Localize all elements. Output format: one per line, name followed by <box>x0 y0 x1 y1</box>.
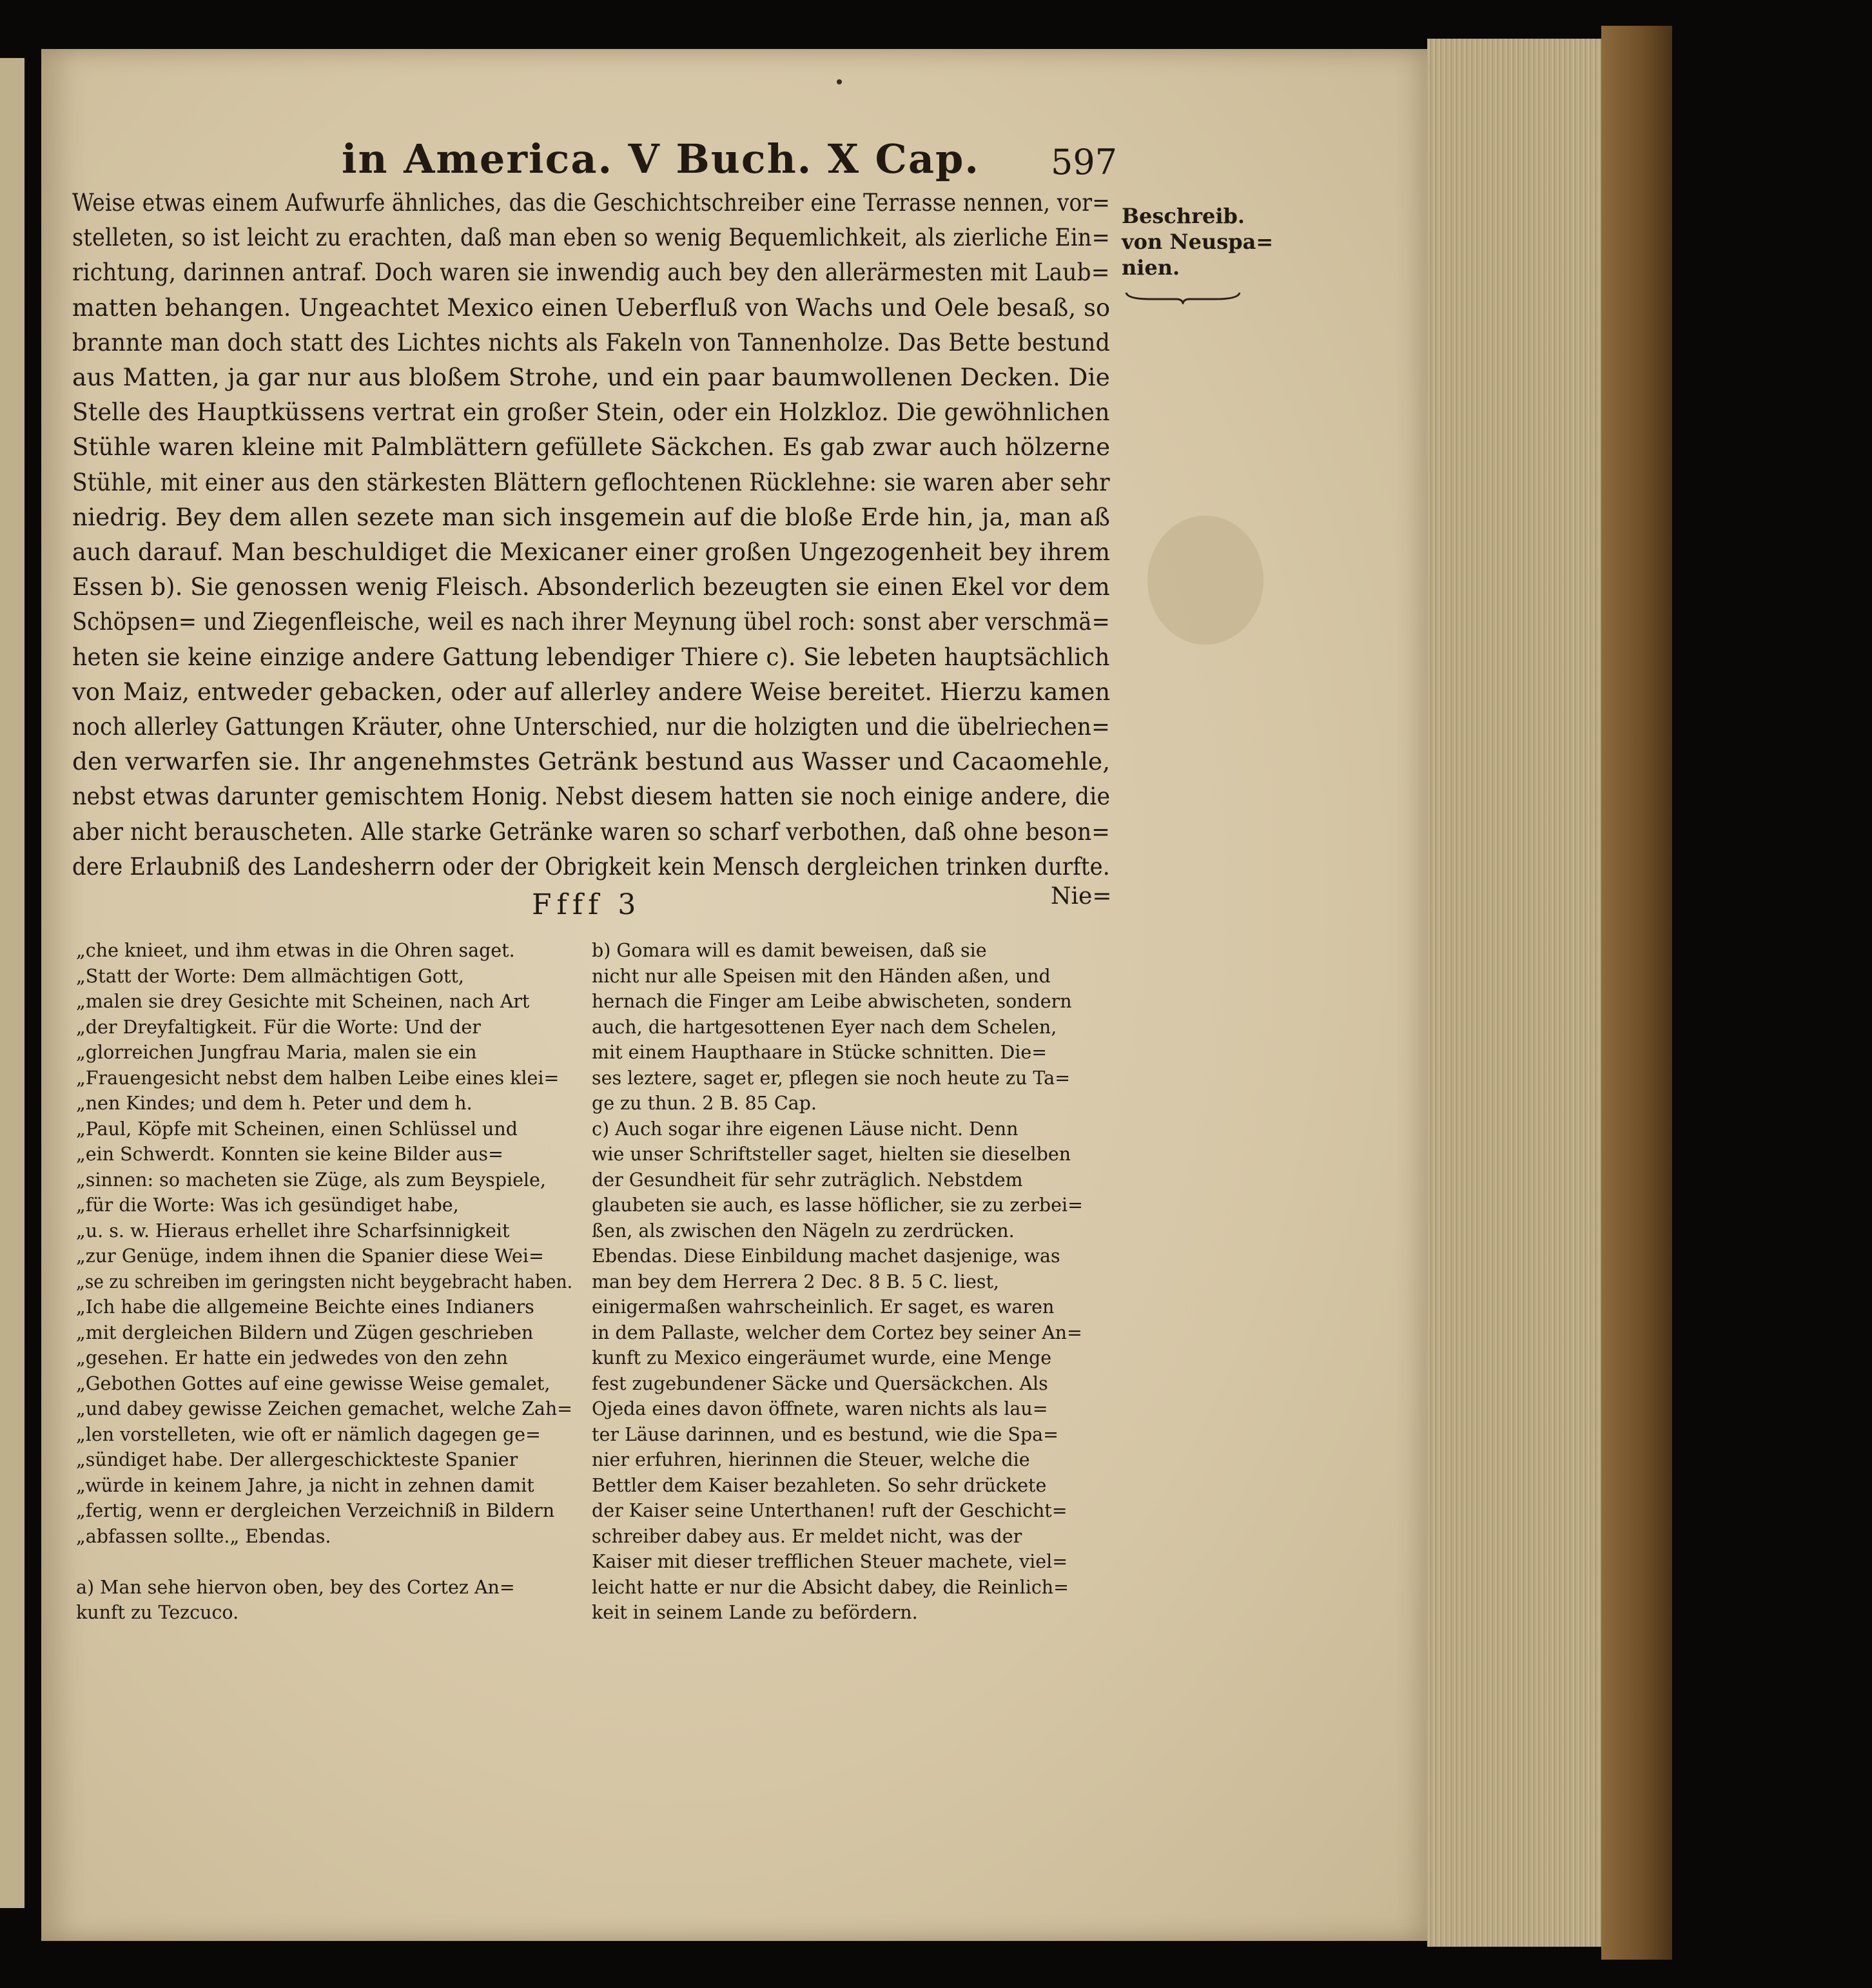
page-block-edge <box>1427 39 1601 1947</box>
body-line: auch darauf. Man beschuldiget die Mexicaner einer großen Ungezogenheit bey ihrem <box>72 538 1111 566</box>
body-line: brannte man doch statt des Lichtes nichts als Fakeln von Tannenholze. Das Bette bestund <box>72 327 1111 356</box>
footnote-line: ge zu thun. 2 B. 85 Cap. <box>592 1093 817 1114</box>
body-line: den verwarfen sie. Ihr angenehmstes Getränk bestund aus Wasser und Cacaomehle, <box>72 747 1111 776</box>
footnote-line: „u. s. w. Hieraus erhellet ihre Scharfsinnigkeit <box>76 1220 510 1242</box>
footnote-line: fest zugebundener Säcke und Quersäckchen. Als <box>592 1372 1048 1394</box>
margin-note <box>1122 203 1273 280</box>
footnote-line: b) Gomara will es damit beweisen, daß sie <box>592 940 987 961</box>
footnote-line: „Paul, Köpfe mit Scheinen, einen Schlüssel und <box>76 1118 518 1140</box>
body-line: Weise etwas einem Aufwurfe ähnliches, das die Geschichtschreiber eine Terrasse nennen, vor= <box>72 188 1110 217</box>
footnote-line: „gesehen. Er hatte ein jedwedes von den zehn <box>76 1347 508 1369</box>
footnote-line: ßen, als zwischen den Nägeln zu zerdrücken. <box>592 1220 1015 1242</box>
footnote-line: „würde in keinem Jahre, ja nicht in zehnen damit <box>76 1474 534 1496</box>
footnote-line: nicht nur alle Speisen mit den Händen aßen, und <box>592 965 1051 987</box>
footnote-line: „mit dergleichen Bildern und Zügen geschrieben <box>76 1321 534 1343</box>
body-line: richtung, darinnen antraf. Doch waren sie inwendig auch bey den allerärmesten mit Laub= <box>72 258 1110 287</box>
body-line: Essen b). Sie genossen wenig Fleisch. Absonderlich bezeugten sie einen Ekel vor dem <box>72 572 1110 601</box>
footnote-line: „Frauengesicht nebst dem halben Leibe eines klei= <box>76 1067 560 1089</box>
footnote-line: „sündiget habe. Der allergeschickteste Spanier <box>76 1449 518 1470</box>
footnote-line: „Ich habe die allgemeine Beichte eines Indianers <box>76 1296 534 1318</box>
footnote-line: der Kaiser seine Unterthanen! ruft der Geschicht= <box>592 1500 1068 1521</box>
footnote-line: schreiber dabey aus. Er meldet nicht, was der <box>592 1525 1022 1547</box>
margin-note-line: von Neuspa= <box>1122 229 1274 254</box>
footnote-line: „fertig, wenn er dergleichen Verzeichniß in Bildern <box>76 1500 555 1521</box>
footnote-line: „malen sie drey Gesichte mit Scheinen, nach Art <box>76 991 530 1012</box>
body-line: Stelle des Hauptküssens vertrat ein großer Stein, oder ein Holzkloz. Die gewöhnlichen <box>72 398 1110 427</box>
footnote-line: kunft zu Tezcuco. <box>76 1602 239 1623</box>
footnote-line: mit einem Haupthaare in Stücke schnitten. Die= <box>592 1042 1048 1063</box>
footnote-line: der Gesundheit für sehr zuträglich. Nebstdem <box>592 1169 1023 1191</box>
footnote-line: ses leztere, saget er, pflegen sie noch heute zu Ta= <box>592 1067 1071 1089</box>
page-number: 597 <box>1051 142 1118 182</box>
body-line: dere Erlaubniß des Landesherrn oder der Obrigkeit kein Mensch dergleichen trinken durfte. <box>72 852 1110 881</box>
footnote-line: „len vorstelleten, wie oft er nämlich dagegen ge= <box>76 1423 541 1445</box>
footnote-line: wie unser Schriftsteller saget, hielten sie dieselben <box>592 1144 1071 1165</box>
catchword: Nie= <box>1051 883 1112 910</box>
footnote-line: „abfassen sollte.„ Ebendas. <box>76 1525 331 1547</box>
margin-brace <box>1125 290 1241 304</box>
footnote-line: „ein Schwerdt. Konnten sie keine Bilder aus= <box>76 1144 503 1165</box>
footnote-line: „und dabey gewisse Zeichen gemachet, welche Zah= <box>76 1398 572 1419</box>
body-line: Stühle, mit einer aus den stärkesten Blättern geflochtenen Rücklehne: sie waren aber sehr <box>72 467 1110 496</box>
body-line: Stühle waren kleine mit Palmblättern gefüllete Säckchen. Es gab zwar auch hölzerne <box>72 433 1111 462</box>
previous-page-edge <box>0 58 24 1908</box>
book-cover <box>1601 26 1672 1960</box>
footnote-line: auch, die hartgesottenen Eyer nach dem Schelen, <box>592 1016 1057 1038</box>
body-line: matten behangen. Ungeachtet Mexico einen Ueberfluß von Wachs und Oele besaß, so <box>72 293 1111 322</box>
body-line: aber nicht berauscheten. Alle starke Getränke waren so scharf verbothen, daß ohne beson= <box>72 817 1110 846</box>
margin-note-line: nien. <box>1122 255 1180 280</box>
footnote-line: „Gebothen Gottes auf eine gewisse Weise gemalet, <box>76 1372 551 1394</box>
body-line: nebst etwas darunter gemischtem Honig. Nebst diesem hatten sie noch einige andere, die <box>72 782 1111 811</box>
paper-stain <box>1147 516 1263 645</box>
body-line: niedrig. Bey dem allen sezete man sich insgemein auf die bloße Erde hin, ja, man aß <box>72 502 1111 531</box>
footnote-line: „glorreichen Jungfrau Maria, malen sie ein <box>76 1042 477 1063</box>
running-title: in America. V Buch. X Cap. <box>342 135 980 182</box>
footnote-line: Bettler dem Kaiser bezahleten. So sehr drückete <box>592 1474 1047 1496</box>
body-line: noch allerley Gattungen Kräuter, ohne Unterschied, nur die holzigten und die übelriechen= <box>72 712 1110 741</box>
footnote-line: „che knieet, und ihm etwas in die Ohren saget. <box>76 940 515 961</box>
footnote-line: „für die Worte: Was ich gesündiget habe, <box>76 1194 459 1216</box>
body-line: aus Matten, ja gar nur aus bloßem Strohe, und ein paar baumwollenen Decken. Die <box>72 363 1111 391</box>
footnote-line: c) Auch sogar ihre eigenen Läuse nicht. Denn <box>592 1118 1019 1140</box>
footnote-line: „se zu schreiben im geringsten nicht beygebracht haben. <box>76 1271 573 1292</box>
footnote-line: leicht hatte er nur die Absicht dabey, die Reinlich= <box>592 1576 1069 1598</box>
footnote-line: ter Läuse darinnen, und es bestund, wie die Spa= <box>592 1423 1059 1445</box>
footnote-line: a) Man sehe hiervon oben, bey des Cortez An= <box>76 1576 515 1598</box>
footnote-line: Kaiser mit dieser trefflichen Steuer machete, viel= <box>592 1551 1068 1572</box>
footnote-line: „sinnen: so macheten sie Züge, als zum Beyspiele, <box>76 1169 546 1191</box>
footnote-line: „nen Kindes; und dem h. Peter und dem h. <box>76 1093 473 1114</box>
footnote-line: hernach die Finger am Leibe abwischeten, sondern <box>592 991 1072 1012</box>
footnote-line: Ojeda eines davon öffnete, waren nichts als lau= <box>592 1398 1048 1419</box>
margin-note-line: Beschreib. <box>1122 204 1245 228</box>
footnote-line: „Statt der Worte: Dem allmächtigen Gott, <box>76 965 464 987</box>
body-line: stelleten, so ist leicht zu erachten, daß man eben so wenig Bequemlichkeit, als zierliche Ein= <box>72 223 1110 252</box>
footnote-line: in dem Pallaste, welcher dem Cortez bey seiner An= <box>592 1321 1082 1343</box>
footnote-line: Ebendas. Diese Einbildung machet dasjenige, was <box>592 1245 1060 1267</box>
footnote-line: man bey dem Herrera 2 Dec. 8 B. 5 C. liest, <box>592 1271 999 1292</box>
signature-mark: Ffff 3 <box>532 888 641 921</box>
footnote-line: glaubeten sie auch, es lasse höflicher, sie zu zerbei= <box>592 1194 1083 1216</box>
footnote-line: einigermaßen wahrscheinlich. Er saget, es waren <box>592 1296 1055 1318</box>
body-line: Schöpsen= und Ziegenfleische, weil es nach ihrer Meynung übel roch: sonst aber verschmä= <box>72 607 1110 636</box>
footnote-line: keit in seinem Lande zu befördern. <box>592 1602 918 1623</box>
ink-dot <box>837 79 842 84</box>
footnote-line: „der Dreyfaltigkeit. Für die Worte: Und der <box>76 1016 481 1038</box>
footnote-line: nier erfuhren, hierinnen die Steuer, welche die <box>592 1449 1030 1470</box>
body-line: von Maiz, entweder gebacken, oder auf allerley andere Weise bereitet. Hierzu kamen <box>72 677 1111 706</box>
footnote-line: „zur Genüge, indem ihnen die Spanier diese Wei= <box>76 1245 544 1267</box>
footnote-line: kunft zu Mexico eingeräumet wurde, eine Menge <box>592 1347 1052 1369</box>
body-line: heten sie keine einzige andere Gattung lebendiger Thiere c). Sie lebeten hauptsächlich <box>72 642 1110 671</box>
